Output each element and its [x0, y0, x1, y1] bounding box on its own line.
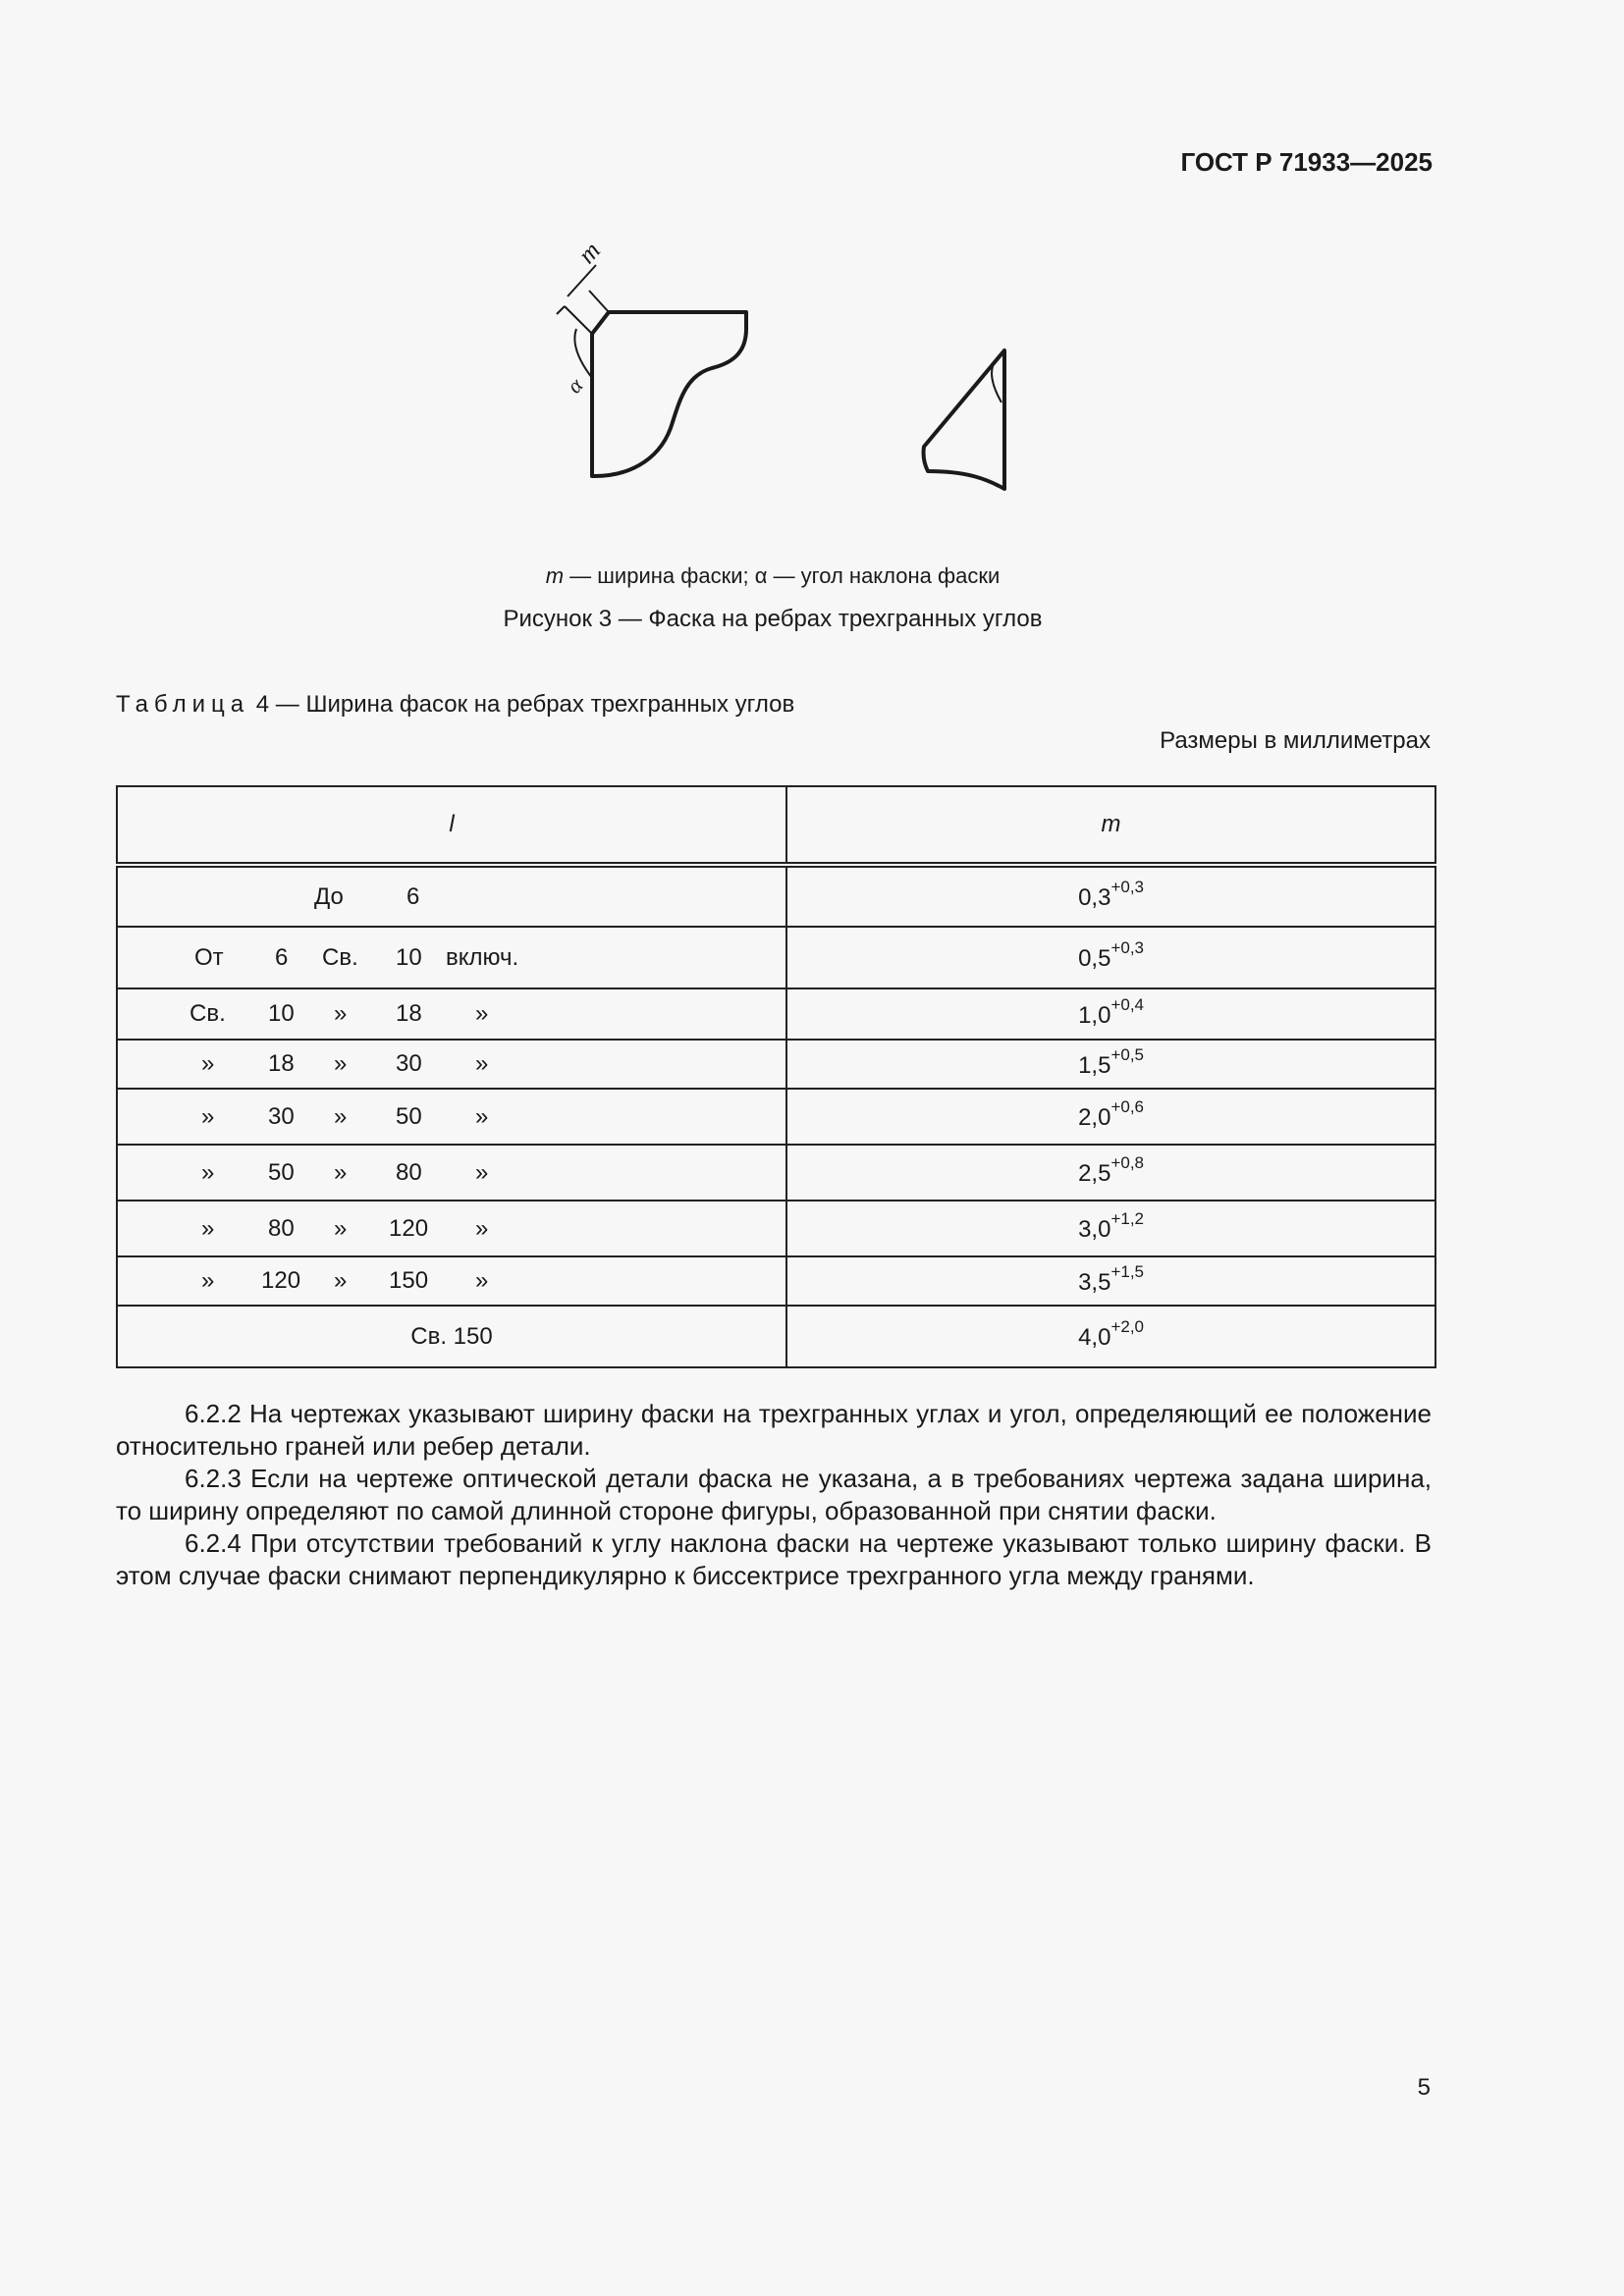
m-tolerance: +1,5	[1110, 1261, 1144, 1281]
range-suffix: включ.	[446, 943, 519, 971]
m-value: 1,0	[1078, 1001, 1111, 1029]
range-cell	[117, 1256, 786, 1306]
table-row	[117, 1145, 1435, 1201]
ext-line-m-1	[589, 291, 609, 312]
range-from: 30	[268, 1102, 295, 1130]
alpha-arc	[574, 329, 592, 378]
table-caption	[116, 691, 794, 719]
m-cell	[786, 927, 1435, 988]
range-mid: »	[334, 1102, 348, 1130]
range-cell	[117, 927, 786, 988]
m-tolerance: +0,5	[1110, 1044, 1144, 1064]
m-cell	[786, 1089, 1435, 1145]
chamfer-width-table	[116, 785, 1436, 1368]
m-tolerance: +0,4	[1110, 994, 1144, 1014]
m-tolerance: +0,6	[1110, 1097, 1144, 1116]
range-suffix: »	[475, 1050, 489, 1077]
range-from: 120	[261, 1267, 301, 1294]
range-from: 10	[268, 1000, 295, 1027]
label-alpha: α	[562, 373, 588, 399]
m-cell	[786, 1145, 1435, 1201]
m-value: 1,5	[1078, 1051, 1111, 1079]
table-header-row	[117, 786, 1435, 865]
dim-line-alpha	[557, 306, 565, 314]
range-to: 30	[396, 1050, 422, 1077]
range-cell	[117, 1040, 786, 1089]
range-prefix: Св.	[189, 1000, 226, 1027]
m-cell	[786, 1256, 1435, 1306]
range-prefix: »	[201, 1214, 215, 1242]
range-prefix: »	[201, 1158, 215, 1186]
table-caption-rest: 4 — Ширина фасок на ребрах трехгранных углов	[249, 691, 795, 718]
m-cell	[786, 865, 1435, 927]
m-value: 2,5	[1078, 1160, 1111, 1187]
range-suffix: »	[475, 1102, 489, 1130]
part-outline	[592, 312, 746, 476]
table-row	[117, 1040, 1435, 1089]
document-code: ГОСТ Р 71933—2025	[1180, 147, 1433, 177]
range-to: 10	[396, 943, 422, 971]
paragraph-6-2-4	[116, 1527, 1432, 1592]
table-row	[117, 1306, 1435, 1367]
legend-alpha-symbol: α	[754, 563, 768, 588]
range-mid: »	[334, 1000, 348, 1027]
range-suffix: »	[475, 1267, 489, 1294]
range-from: 80	[268, 1214, 295, 1242]
range-cell	[117, 988, 786, 1040]
header-m: m	[786, 786, 1435, 865]
m-value: 2,0	[1078, 1104, 1111, 1131]
m-value: 0,5	[1078, 945, 1111, 972]
range-mid: »	[334, 1158, 348, 1186]
range-suffix: »	[475, 1214, 489, 1242]
table-row	[117, 865, 1435, 927]
legend-m-text: — ширина фаски;	[564, 563, 755, 588]
table-row	[117, 1201, 1435, 1256]
range-cell	[117, 1089, 786, 1145]
m-tolerance: +2,0	[1110, 1317, 1144, 1336]
ext-line-m-2	[565, 306, 592, 334]
m-tolerance: +0,3	[1110, 878, 1144, 896]
label-m: m	[571, 236, 607, 270]
paragraph-6-2-2	[116, 1398, 1432, 1463]
range-prefix: От	[194, 943, 224, 971]
m-cell	[786, 988, 1435, 1040]
paragraph-6-2-3	[116, 1463, 1432, 1527]
table-row	[117, 1089, 1435, 1145]
table-units: Размеры в миллиметрах	[1160, 727, 1431, 754]
range-suffix: »	[475, 1158, 489, 1186]
range-cell	[117, 1145, 786, 1201]
m-value: 3,5	[1078, 1268, 1111, 1296]
range-prefix: До	[314, 882, 344, 910]
range-from: 50	[268, 1158, 295, 1186]
m-cell	[786, 1040, 1435, 1089]
range-to: 18	[396, 1000, 422, 1027]
range-mid: »	[334, 1050, 348, 1077]
range-mid: Св.	[322, 943, 358, 971]
range-from: 6	[406, 882, 420, 910]
range-to: 50	[396, 1102, 422, 1130]
paragraph-text: 6.2.3 Если на чертеже оптической детали фаска не указана, а в требованиях чертежа задана ширина, то ширину определяют по самой длинной стороне фигуры, образованной при снятии фаски.	[116, 1464, 1432, 1525]
m-cell	[786, 1201, 1435, 1256]
range-cell	[117, 1201, 786, 1256]
m-value: 0,3	[1078, 884, 1111, 911]
legend-m-symbol: m	[545, 563, 565, 588]
range-suffix: »	[475, 1000, 489, 1027]
paragraph-text: 6.2.2 На чертежах указывают ширину фаски на трехгранных углах и угол, определяющий ее положение относительно граней или ребер детали.	[116, 1399, 1432, 1461]
range-mid: »	[334, 1214, 348, 1242]
paragraph-text: 6.2.4 При отсутствии требований к углу наклона фаски на чертеже указывают только ширину фаски. В этом случае фаски снимают перпендикулярно к биссектрисе трехгранного угла между гранями.	[116, 1528, 1432, 1590]
m-value: 4,0	[1078, 1324, 1111, 1351]
dim-line-m	[568, 265, 596, 296]
range-from: 18	[268, 1050, 295, 1077]
header-l: l	[117, 786, 786, 865]
range-prefix: »	[201, 1102, 215, 1130]
m-tolerance: +0,8	[1110, 1153, 1144, 1172]
range-prefix: »	[201, 1050, 215, 1077]
table-row	[117, 927, 1435, 988]
chamfer-figure	[535, 236, 1026, 501]
m-tolerance: +1,2	[1110, 1209, 1144, 1228]
m-tolerance: +0,3	[1110, 938, 1144, 957]
range-cell	[117, 865, 786, 927]
legend-alpha-text: — угол наклона фаски	[767, 563, 1001, 588]
range-to: 80	[396, 1158, 422, 1186]
range-cell: Св. 150	[117, 1306, 786, 1367]
table-row	[117, 988, 1435, 1040]
table-caption-word: Таблица	[116, 691, 250, 718]
page-number: 5	[1417, 2074, 1431, 2101]
table-row	[117, 1256, 1435, 1306]
range-to: 120	[389, 1214, 429, 1242]
m-value: 3,0	[1078, 1216, 1111, 1243]
figure-caption: Рисунок 3 — Фаска на ребрах трехгранных углов	[503, 606, 1043, 632]
range-to: 150	[389, 1267, 429, 1294]
figure-legend	[0, 563, 1545, 589]
range-prefix: »	[201, 1267, 215, 1294]
range-from: 6	[275, 943, 289, 971]
range-mid: »	[334, 1267, 348, 1294]
angle-arc	[992, 359, 1001, 402]
m-cell	[786, 1306, 1435, 1367]
